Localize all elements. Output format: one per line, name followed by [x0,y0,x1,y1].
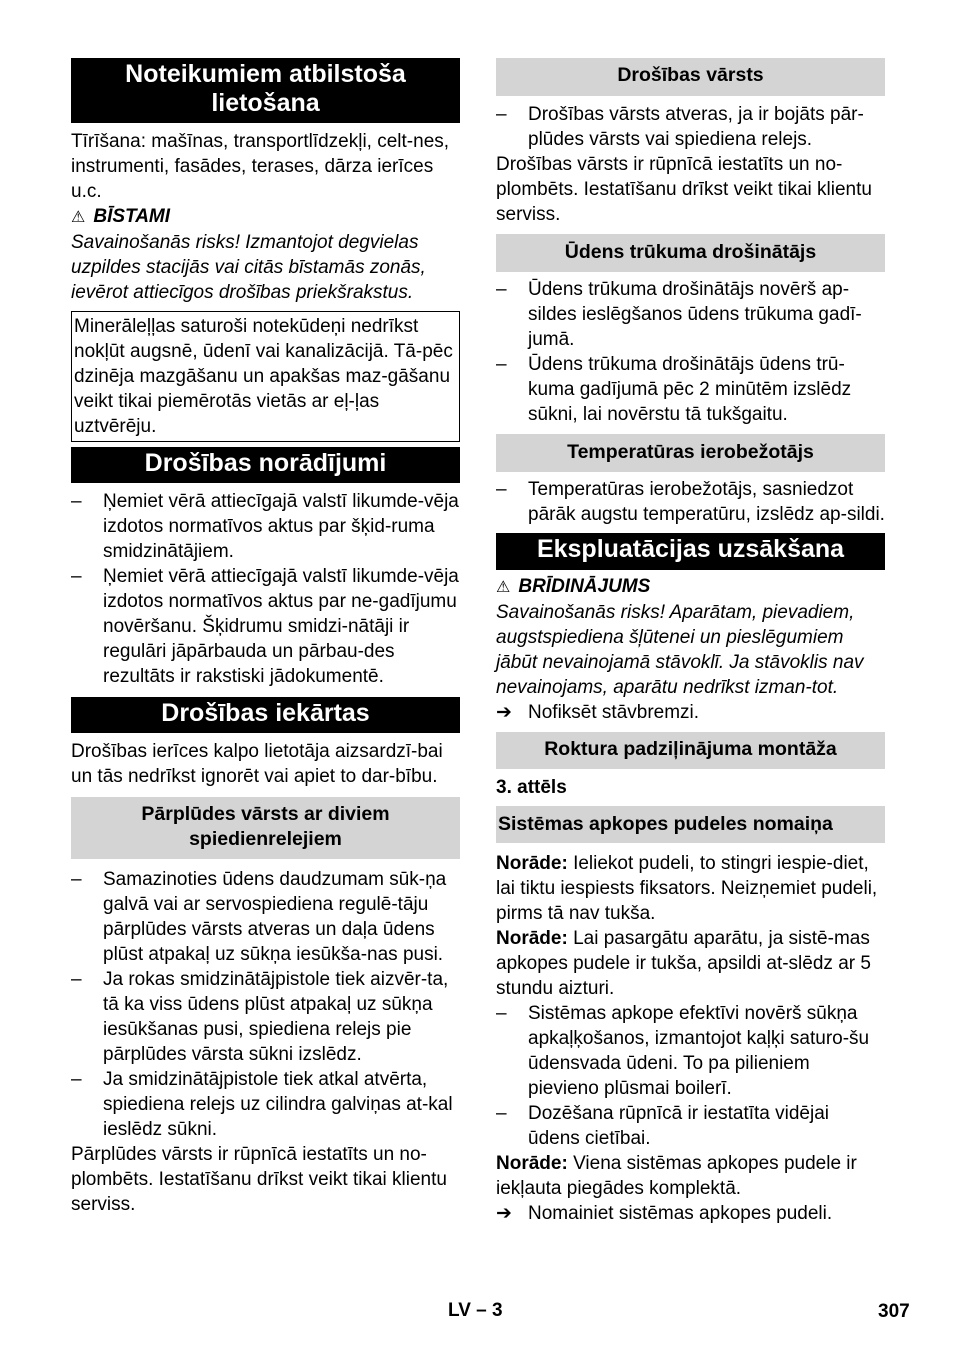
danger-label: BĪSTAMI [93,206,171,227]
heading-intended-use: Noteikumiem atbilstoša lietošana [71,58,460,123]
devices-text: Drošības ierīces kalpo lietotāja aizsardzī-bai un tās nedrīkst ignorēt vai apiet to dar-bību. [71,741,443,787]
heading-overflow-valve: Pārplūdes vārsts ar diviem spiedienrelejiem [71,797,460,859]
page-number: 307 [878,1301,910,1322]
overflow-list [71,867,460,1142]
list-item: – Drošības vārsts atveras, ja ir bojāts pār-plūdes vārsts vai spiediena relejs. [496,102,885,152]
heading-safety-valve: Drošības vārsts [496,58,885,96]
list-item: – Ūdens trūkuma drošinātājs ūdens trū-kuma gadījumā pēc 2 minūtēm izslēdz sūkni, lai novērstu tā tukšgaitu. [496,352,885,427]
list-item: – Samazinoties ūdens daudzumam sūk-ņa galvā vai ar servospiediena regulē-tāju pārplūdes vārsts atveras un daļa ūdens plūst atpakaļ uz sūkņa iesūkša-nas pusi. [71,867,460,967]
heading-handle-mounting: Roktura padziļinājuma montāža [496,732,885,769]
heading-temperature-limiter: Temperatūras ierobežotājs [496,434,885,472]
heading-safety-devices: Drošības iekārtas [71,697,460,733]
note-2 [496,926,885,1001]
safety-list [71,489,460,689]
usage-text: Tīrīšana: mašīnas, transportlīdzekļi, celt-nes, instrumenti, fasādes, terases, dārza ierīces u.c. [71,131,450,202]
heading-water-shortage: Ūdens trūkuma drošinātājs [496,234,885,272]
note-label: Norāde: [496,928,568,949]
note-1-text: Ieliekot pudeli, to stingri iespie-diet, lai tiktu iespiests fiksators. Neizņemiet pudeli, pirms tā nav tukša. [496,853,878,924]
list-item: – Ņemiet vērā attiecīgajā valstī likumde-vēja izdotos normatīvos aktus par šķid-ruma smidzinātājiem. [71,489,460,564]
list-item: – Ņemiet vērā attiecīgajā valstī likumde-vēja izdotos normatīvos aktus par ne-gadījumu novēršanu. Šķidrumu smidzi-nātāji ir regulāri jāpārbauda un pārbau-des rezultāts ir rakstiski jādokumentē. [71,564,460,689]
list-item: – Dozēšana rūpnīcā ir iestatīta vidējai ūdens cietībai. [496,1101,885,1151]
temp-list [496,477,885,527]
note-3 [496,1151,885,1201]
overflow-text: Pārplūdes vārsts ir rūpnīcā iestatīts un no-plombēts. Iestatīšanu drīkst veikt tikai klientu serviss. [71,1144,447,1215]
note-2-text: Lai pasargātu aparātu, ja sistē-mas apkopes pudele ir tukša, apsildi at-slēdz ar 5 stundu aizturi. [496,928,871,999]
note-1 [496,851,885,926]
danger-title [71,204,460,230]
bottle-list [496,1001,885,1151]
list-item: – Ūdens trūkuma drošinātājs novērš ap-sildes ieslēgšanos ūdens trūkuma gadī-jumā. [496,277,885,352]
arrow-right-icon: ➔ [496,1203,512,1224]
danger-text: Savainošanās risks! Izmantojot degvielas uzpildes stacijās vai citās bīstamās zonās, ievērot attiecīgos drošības priekšrakstus. [71,232,426,303]
list-item: – Ja rokas smidzinātājpistole tiek aizvēr-ta, tā ka viss ūdens plūst atpakaļ uz sūkņa iesūkšanas pusi, spiediena relejs pie pārplūdes vārsta sūkni izslēdz. [71,967,460,1067]
figure-reference: 3. attēls [496,777,567,798]
valve-text: Drošības vārsts ir rūpnīcā iestatīts un no-plombēts. Iestatīšanu drīkst veikt tikai klientu serviss. [496,154,872,225]
parking-brake-text: Nofiksēt stāvbremzi. [528,702,700,723]
warning-triangle-icon: ⚠ [496,579,511,596]
heading-startup: Ekspluatācijas uzsākšana [496,533,885,570]
heading-bottle-replacement: Sistēmas apkopes pudeles nomaiņa [496,806,885,843]
replace-bottle-step [496,1201,885,1226]
right-column [496,58,885,1226]
warning-label: BRĪDINĀJUMS [518,576,651,597]
list-item: – Temperatūras ierobežotājs, sasniedzot pārāk augstu temperatūru, izslēdz ap-sildi. [496,477,885,527]
environment-note-text: Minerāleļļas saturoši notekūdeņi nedrīkst nokļūt augsnē, ūdenī vai kanalizācijā. Tā-pēc dzinēja mazgāšanu un apakšas maz-gāšanu veikt tikai piemērotās vietās ar eļ-ļas uztvērēju. [74,316,453,437]
environment-note-box [71,311,460,442]
list-item: – Sistēmas apkope efektīvi novērš sūkņa apkaļķošanos, izmantojot kaļķi saturo-šu ūdensvada ūdeni. To pa pilieniem pievieno plūsmai boilerī. [496,1001,885,1101]
left-column [71,58,460,1217]
list-item: – Ja smidzinātājpistole tiek atkal atvērta, spiediena relejs uz cilindra galviņas at-kal ieslēdz sūkni. [71,1067,460,1142]
valve-list [496,102,885,152]
warning-text: Savainošanās risks! Aparātam, pievadiem, augstspiediena šļūtenei un pieslēgumiem jābūt nevainojamā stāvoklī. Ja stāvoklis nav nevainojams, aparātu nedrīkst izman-tot. [496,602,864,698]
note-label: Norāde: [496,853,568,874]
replace-bottle-text: Nomainiet sistēmas apkopes pudeli. [528,1203,833,1224]
warning-triangle-icon: ⚠ [71,209,86,226]
parking-brake-step [496,700,885,725]
note-3-text: Viena sistēmas apkopes pudele ir iekļauta piegādes komplektā. [496,1153,857,1199]
arrow-right-icon: ➔ [496,702,512,723]
warning-title [496,574,885,600]
heading-safety-instructions: Drošības norādījumi [71,447,460,483]
note-label: Norāde: [496,1153,568,1174]
water-list [496,277,885,427]
footer-section-label: LV – 3 [448,1300,503,1321]
